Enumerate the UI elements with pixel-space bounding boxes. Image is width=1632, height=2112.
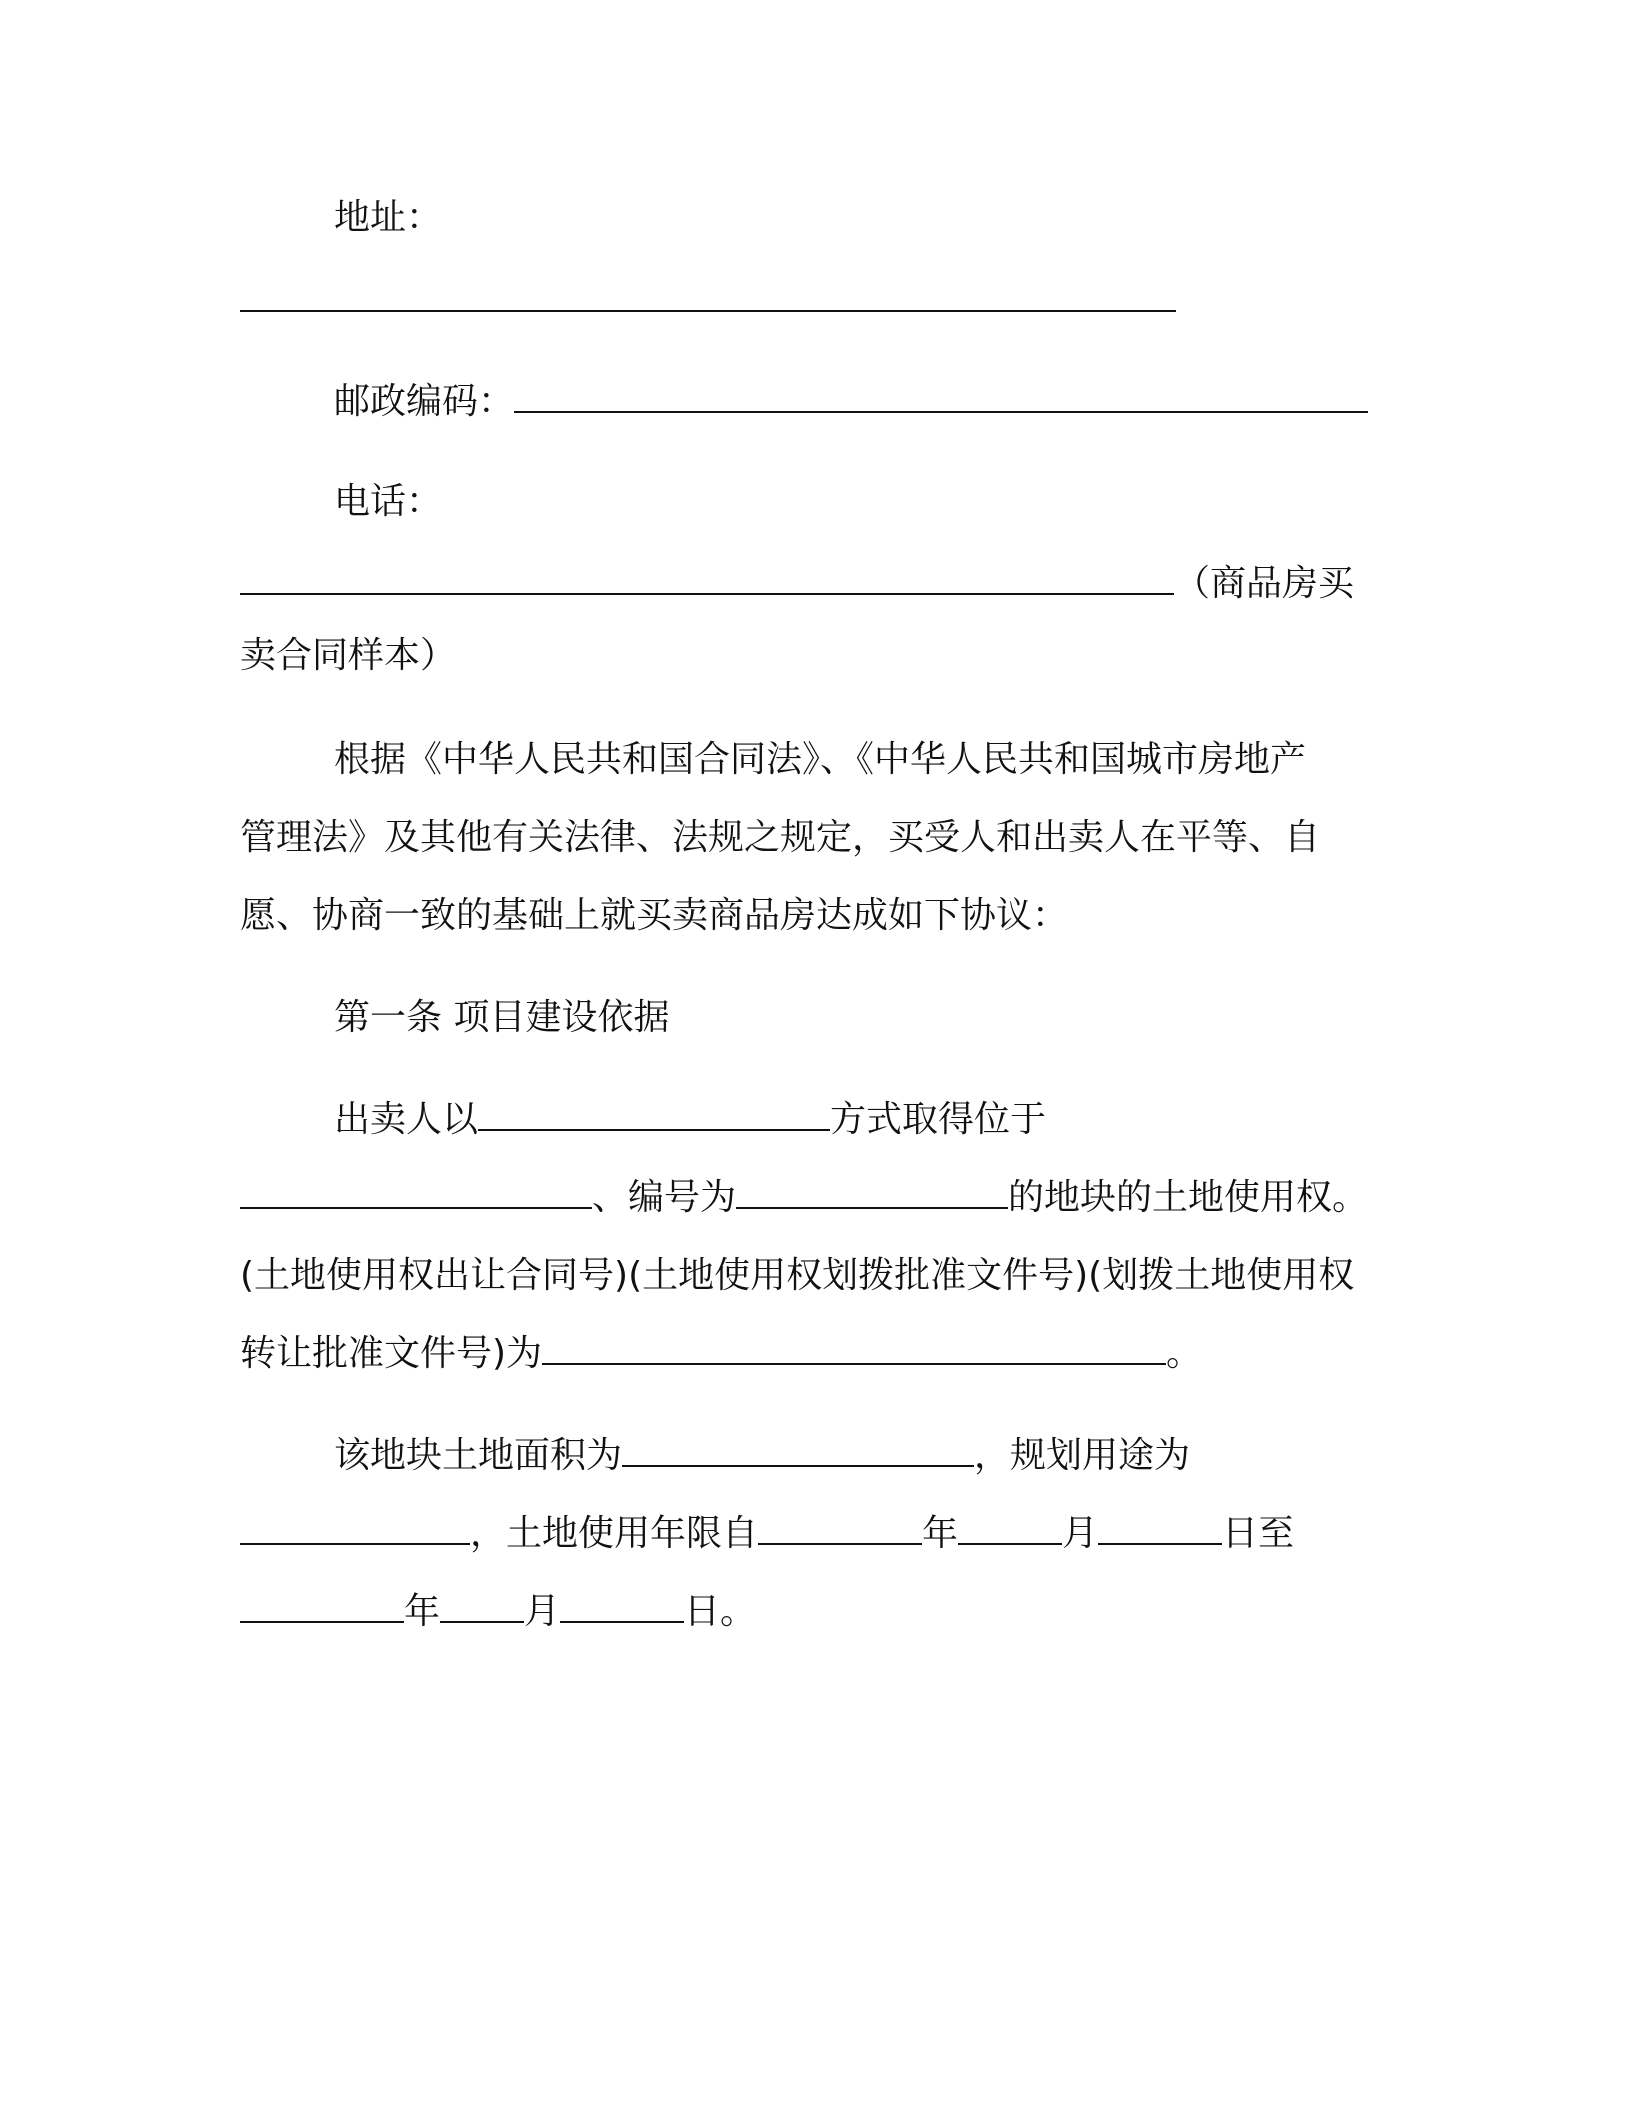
text-month: 月 (524, 1591, 561, 1632)
text-acquired-at: 方式取得位于 (830, 1099, 1047, 1140)
text-day-end: 日。 (684, 1591, 757, 1632)
article1-p1-line3: (土地使用权出让合同号)(土地使用权划拨批准文件号)(划拨土地使用权 (240, 1255, 1355, 1296)
text-planned-use: ，规划用途为 (974, 1435, 1191, 1476)
sample-note: （商品房买 (1174, 563, 1355, 604)
phone-label: 电话： (334, 481, 443, 522)
article1-p2-line1 (334, 1434, 1190, 1478)
text-year: 年 (922, 1513, 959, 1554)
planned-use-blank[interactable] (240, 1513, 470, 1545)
text-number-is: 、编号为 (592, 1177, 737, 1218)
location-blank[interactable] (240, 1177, 592, 1209)
postcode-blank[interactable] (514, 381, 1368, 413)
article1-p1-line1 (334, 1098, 1046, 1142)
preamble-line-2: 管理法》及其他有关法律、法规之规定，买受人和出卖人在平等、自 (240, 817, 1321, 858)
text-term-from: ，土地使用年限自 (470, 1513, 759, 1554)
land-area-blank[interactable] (622, 1435, 974, 1467)
text-land-area: 该地块土地面积为 (334, 1435, 623, 1476)
text-month: 月 (1062, 1513, 1099, 1554)
end-year-blank[interactable] (240, 1591, 404, 1623)
article1-p2-line3 (240, 1590, 756, 1634)
contract-number-blank[interactable] (542, 1333, 1166, 1365)
text-day-to: 日至 (1222, 1513, 1295, 1554)
parcel-number-blank[interactable] (736, 1177, 1008, 1209)
postcode-row (334, 380, 1368, 424)
text-transfer-doc: 转让批准文件号)为 (240, 1333, 543, 1374)
sample-note-cont: 卖合同样本） (240, 635, 457, 676)
address-label: 地址： (334, 197, 443, 238)
postcode-label: 邮政编码： (334, 381, 515, 422)
article1-p2-line2 (240, 1512, 1294, 1556)
text-year: 年 (404, 1591, 441, 1632)
preamble-line-3: 愿、协商一致的基础上就买卖商品房达成如下协议： (240, 895, 1069, 936)
preamble-line-1: 根据《中华人民共和国合同法》、《中华人民共和国城市房地产 (334, 739, 1307, 780)
text-period: 。 (1166, 1333, 1203, 1374)
end-day-blank[interactable] (560, 1591, 684, 1623)
article1-p1-line4 (240, 1332, 1202, 1376)
end-month-blank[interactable] (440, 1591, 524, 1623)
start-month-blank[interactable] (958, 1513, 1062, 1545)
phone-row (240, 562, 1354, 606)
start-day-blank[interactable] (1098, 1513, 1222, 1545)
article1-p1-line2 (240, 1176, 1368, 1220)
text-seller-by: 出卖人以 (334, 1099, 479, 1140)
article1-heading: 第一条 项目建设依据 (334, 997, 670, 1038)
address-blank[interactable] (240, 310, 1176, 312)
phone-blank[interactable] (240, 563, 1174, 595)
text-land-use-right: 的地块的土地使用权。 (1008, 1177, 1369, 1218)
start-year-blank[interactable] (758, 1513, 922, 1545)
acquisition-method-blank[interactable] (478, 1099, 830, 1131)
